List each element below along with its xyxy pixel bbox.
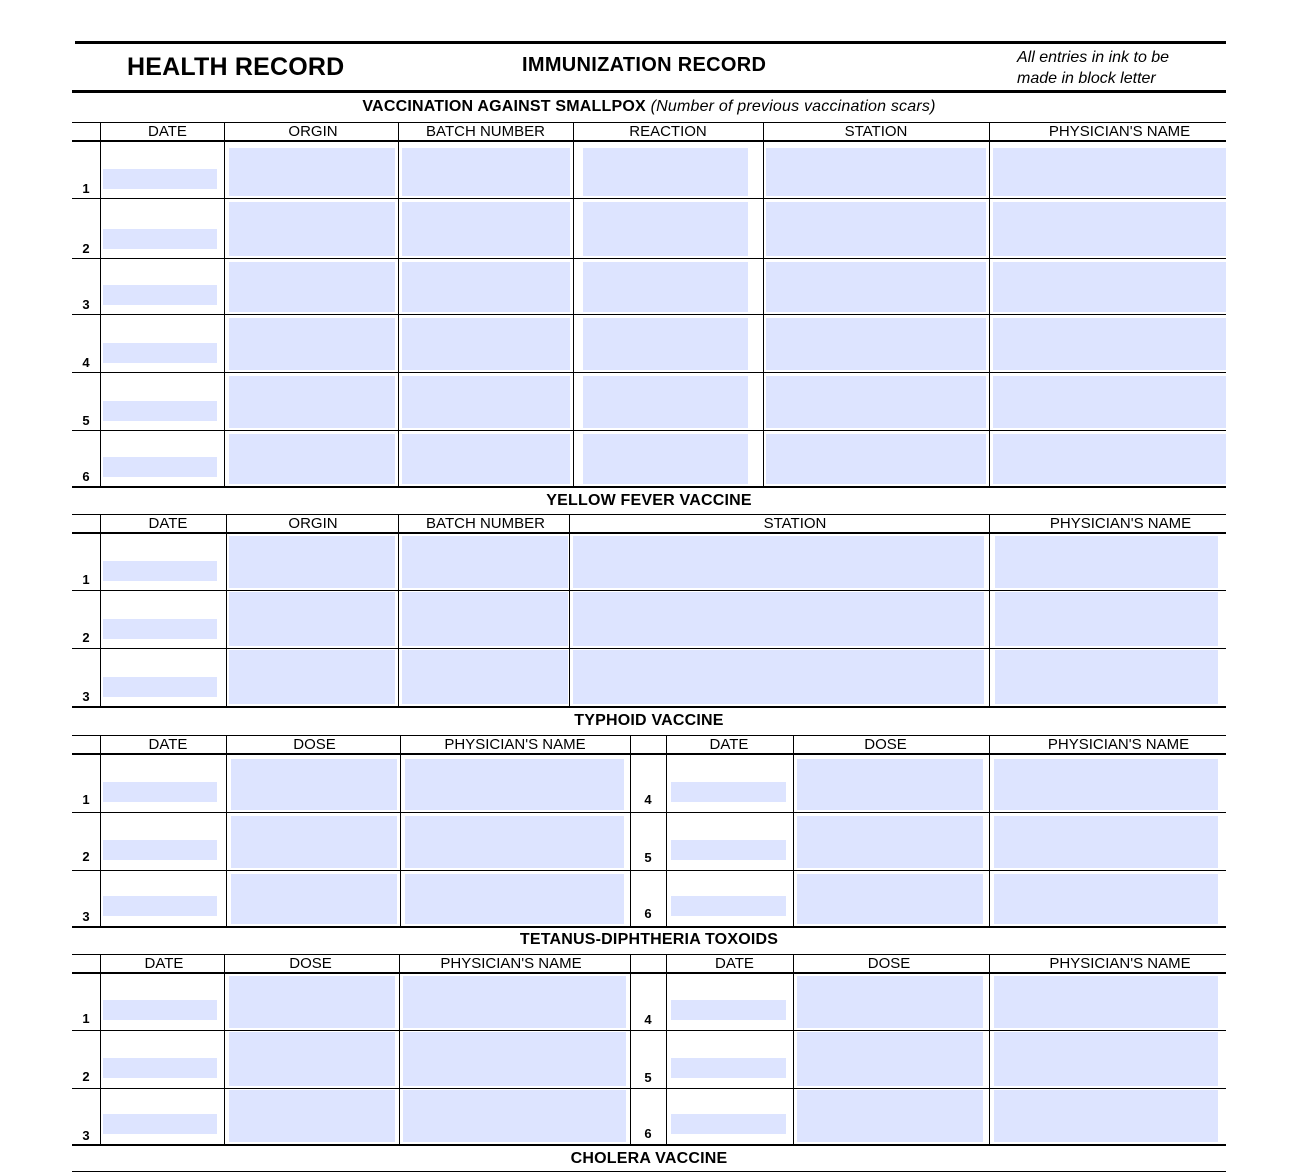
tetanus-physician-field-2[interactable] [403, 1032, 626, 1086]
typhoid-physician-field-5[interactable] [994, 816, 1218, 868]
typhoid-col-header-physician-s-name: PHYSICIAN'S NAME [444, 736, 586, 753]
note-line-2: made in block letter [1017, 70, 1156, 87]
tetanus-date-field-1[interactable] [103, 1000, 217, 1020]
typhoid-column-divider [989, 735, 990, 926]
smallpox-reaction-field-3[interactable] [583, 262, 748, 312]
form-subtitle: IMMUNIZATION RECORD [522, 54, 767, 76]
smallpox-row-number: 3 [82, 297, 90, 312]
yellow-fever-batch-number-field-2[interactable] [402, 592, 568, 646]
yellow-fever-station-field-3[interactable] [573, 650, 984, 704]
yellow_fever-row-number: 1 [82, 572, 90, 587]
typhoid-col-header-date: DATE [709, 736, 749, 753]
yellow-fever-section-title: YELLOW FEVER VACCINE [546, 492, 752, 509]
smallpox-physician-field-6[interactable] [993, 434, 1226, 484]
tetanus-date-field-4[interactable] [671, 1000, 786, 1020]
tetanus-column-divider [100, 954, 101, 1144]
tetanus-dose-field-5[interactable] [797, 1032, 983, 1086]
smallpox-orgin-field-5[interactable] [229, 376, 395, 428]
smallpox-column-divider [573, 122, 574, 486]
typhoid-column-divider [400, 735, 401, 926]
smallpox-row-rule [72, 486, 1226, 488]
yellow_fever-col-header-batch-number: BATCH NUMBER [426, 515, 545, 532]
tetanus-physician-field-1[interactable] [403, 976, 626, 1028]
typhoid-dose-field-6[interactable] [797, 874, 983, 924]
smallpox-physician-field-2[interactable] [993, 202, 1226, 256]
tetanus-physician-field-5[interactable] [994, 1032, 1218, 1086]
typhoid-row-number: 4 [644, 792, 652, 807]
typhoid-date-field-4[interactable] [671, 782, 786, 802]
smallpox-orgin-field-3[interactable] [229, 262, 395, 312]
smallpox-row-number: 4 [82, 355, 90, 370]
smallpox-batch-number-field-4[interactable] [402, 318, 570, 370]
yellow_fever-col-header-station: STATION [763, 515, 827, 532]
smallpox-date-field-3[interactable] [103, 285, 217, 305]
tetanus-row-rule [72, 1030, 1226, 1031]
yellow_fever-row-number: 3 [82, 689, 90, 704]
yellow_fever-row-rule [72, 590, 1226, 591]
typhoid-col-header-physician-s-name: PHYSICIAN'S NAME [1047, 736, 1190, 753]
smallpox-row-rule [72, 314, 1226, 315]
yellow_fever-col-header-orgin: ORGIN [288, 515, 338, 532]
typhoid-row-number: 2 [82, 849, 90, 864]
cholera-header-top-rule [72, 1171, 1226, 1172]
typhoid-row-number: 1 [82, 792, 90, 807]
typhoid-physician-field-3[interactable] [405, 874, 624, 924]
tetanus-row-number: 1 [82, 1011, 90, 1026]
note-line-1: All entries in ink to be [1017, 49, 1170, 66]
typhoid-column-divider [793, 735, 794, 926]
yellow-fever-batch-number-field-1[interactable] [402, 536, 568, 588]
tetanus-column-divider [666, 954, 667, 1144]
typhoid-date-field-3[interactable] [103, 896, 217, 916]
tetanus-row-number: 3 [82, 1128, 90, 1143]
typhoid-column-divider [100, 735, 101, 926]
header-bottom-rule [72, 90, 1226, 93]
smallpox-reaction-field-2[interactable] [583, 202, 748, 256]
tetanus-column-divider [630, 954, 631, 1144]
smallpox-batch-number-field-6[interactable] [402, 434, 570, 484]
tetanus-col-header-dose: DOSE [289, 955, 332, 972]
typhoid-row-rule [72, 812, 1226, 813]
yellow-fever-orgin-field-1[interactable] [229, 536, 395, 588]
tetanus-dose-field-4[interactable] [797, 976, 983, 1028]
page-title: HEALTH RECORD [127, 53, 345, 81]
yellow-fever-physician-field-1[interactable] [995, 536, 1218, 588]
tetanus-row-rule [72, 1088, 1226, 1089]
tetanus-physician-field-4[interactable] [994, 976, 1218, 1028]
typhoid-physician-field-4[interactable] [994, 759, 1218, 810]
yellow-fever-date-field-2[interactable] [103, 619, 217, 639]
smallpox-batch-number-field-2[interactable] [402, 202, 570, 256]
smallpox-station-field-1[interactable] [766, 148, 986, 196]
smallpox-physician-field-5[interactable] [993, 376, 1226, 428]
smallpox-station-field-6[interactable] [766, 434, 986, 484]
typhoid-date-field-6[interactable] [671, 896, 786, 916]
tetanus-dose-field-1[interactable] [229, 976, 395, 1028]
smallpox-column-divider [989, 122, 990, 486]
tetanus-physician-field-6[interactable] [994, 1090, 1218, 1142]
yellow-fever-orgin-field-3[interactable] [229, 650, 395, 704]
yellow_fever-column-divider [989, 514, 990, 706]
typhoid-dose-field-5[interactable] [797, 816, 983, 868]
smallpox-col-header-station: STATION [844, 123, 908, 140]
smallpox-date-field-6[interactable] [103, 457, 217, 477]
smallpox-date-field-2[interactable] [103, 229, 217, 249]
smallpox-batch-number-field-1[interactable] [402, 148, 570, 196]
smallpox-batch-number-field-5[interactable] [402, 376, 570, 428]
tetanus-date-field-2[interactable] [103, 1058, 217, 1078]
tetanus-row-number: 2 [82, 1069, 90, 1084]
typhoid-date-field-5[interactable] [671, 840, 786, 860]
yellow-fever-station-field-1[interactable] [573, 536, 984, 588]
yellow_fever-column-divider [569, 514, 570, 706]
tetanus-column-divider [224, 954, 225, 1144]
yellow-fever-physician-field-2[interactable] [995, 592, 1218, 646]
tetanus-section-title: TETANUS-DIPHTHERIA TOXOIDS [519, 931, 779, 948]
typhoid-dose-field-4[interactable] [797, 759, 983, 810]
typhoid-col-header-dose: DOSE [293, 736, 336, 753]
typhoid-dose-field-3[interactable] [231, 874, 397, 924]
smallpox-col-header-batch-number: BATCH NUMBER [426, 123, 545, 140]
smallpox-physician-field-3[interactable] [993, 262, 1226, 312]
smallpox-station-field-2[interactable] [766, 202, 986, 256]
yellow-fever-date-field-1[interactable] [103, 561, 217, 581]
typhoid-section-title: TYPHOID VACCINE [574, 712, 724, 729]
smallpox-date-field-1[interactable] [103, 169, 217, 189]
smallpox-physician-field-1[interactable] [993, 148, 1226, 196]
tetanus-date-field-6[interactable] [671, 1114, 786, 1134]
yellow-fever-date-field-3[interactable] [103, 677, 217, 697]
smallpox-column-divider [224, 122, 225, 486]
yellow_fever-col-header-date: DATE [148, 515, 188, 532]
smallpox-physician-field-4[interactable] [993, 318, 1226, 370]
yellow_fever-column-divider [226, 514, 227, 706]
smallpox-row-rule [72, 198, 1226, 199]
smallpox-row-number: 1 [82, 181, 90, 196]
typhoid-date-field-1[interactable] [103, 782, 217, 802]
smallpox-batch-number-field-3[interactable] [402, 262, 570, 312]
yellow-fever-batch-number-field-3[interactable] [402, 650, 568, 704]
yellow_fever-col-header-physician-s-name: PHYSICIAN'S NAME [1049, 515, 1192, 532]
tetanus-col-header-physician-s-name: PHYSICIAN'S NAME [1049, 955, 1191, 972]
typhoid-row-number: 5 [644, 850, 652, 865]
smallpox-orgin-field-6[interactable] [229, 434, 395, 484]
typhoid-col-header-date: DATE [148, 736, 188, 753]
smallpox-column-divider [763, 122, 764, 486]
typhoid-row-number: 3 [82, 909, 90, 924]
typhoid-row-rule [72, 926, 1226, 928]
tetanus-row-number: 4 [644, 1012, 652, 1027]
tetanus-col-header-physician-s-name: PHYSICIAN'S NAME [440, 955, 582, 972]
tetanus-row-rule [72, 1144, 1226, 1146]
tetanus-dose-field-3[interactable] [229, 1090, 395, 1142]
smallpox-date-field-5[interactable] [103, 401, 217, 421]
tetanus-date-field-5[interactable] [671, 1058, 786, 1078]
smallpox-column-divider [398, 122, 399, 486]
typhoid-column-divider [630, 735, 631, 926]
tetanus-col-header-date: DATE [715, 955, 754, 972]
tetanus-column-divider [399, 954, 400, 1144]
typhoid-col-header-dose: DOSE [864, 736, 907, 753]
smallpox-date-field-4[interactable] [103, 343, 217, 363]
typhoid-date-field-2[interactable] [103, 840, 217, 860]
smallpox-reaction-field-5[interactable] [583, 376, 748, 428]
smallpox-header-bottom-rule [72, 140, 1226, 142]
smallpox-col-header-physician-s-name: PHYSICIAN'S NAME [1048, 123, 1191, 140]
smallpox-col-header-reaction: REACTION [629, 123, 707, 140]
yellow_fever-column-divider [398, 514, 399, 706]
smallpox-row-rule [72, 372, 1226, 373]
smallpox-station-field-5[interactable] [766, 376, 986, 428]
typhoid-dose-field-2[interactable] [231, 816, 397, 868]
tetanus-dose-field-2[interactable] [229, 1032, 395, 1086]
yellow_fever-row-rule [72, 706, 1226, 708]
tetanus-col-header-date: DATE [144, 955, 184, 972]
smallpox-subtitle: (Number of previous vaccination scars) [650, 98, 936, 115]
smallpox-orgin-field-4[interactable] [229, 318, 395, 370]
typhoid-dose-field-1[interactable] [231, 759, 397, 810]
typhoid-physician-field-6[interactable] [994, 874, 1218, 924]
typhoid-column-divider [666, 735, 667, 926]
smallpox-reaction-field-4[interactable] [583, 318, 748, 370]
typhoid-physician-field-1[interactable] [405, 759, 624, 810]
yellow_fever-header-bottom-rule [72, 532, 1226, 534]
typhoid-row-number: 6 [644, 906, 652, 921]
smallpox-reaction-field-1[interactable] [583, 148, 748, 196]
tetanus-physician-field-3[interactable] [403, 1090, 626, 1142]
yellow_fever-column-divider [100, 514, 101, 706]
smallpox-row-rule [72, 258, 1226, 259]
smallpox-col-header-orgin: ORGIN [288, 123, 338, 140]
smallpox-station-field-3[interactable] [766, 262, 986, 312]
yellow_fever-row-number: 2 [82, 630, 90, 645]
smallpox-col-header-date: DATE [148, 123, 187, 140]
typhoid-header-bottom-rule [72, 753, 1226, 755]
tetanus-col-header-dose: DOSE [867, 955, 911, 972]
typhoid-physician-field-2[interactable] [405, 816, 624, 868]
smallpox-section-title [72, 98, 1226, 116]
smallpox-column-divider [100, 122, 101, 486]
smallpox-orgin-field-2[interactable] [229, 202, 395, 256]
smallpox-reaction-field-6[interactable] [583, 434, 748, 484]
smallpox-row-number: 2 [82, 241, 90, 256]
smallpox-title: VACCINATION AGAINST SMALLPOX [362, 98, 646, 115]
tetanus-column-divider [793, 954, 794, 1144]
smallpox-row-rule [72, 430, 1226, 431]
cholera-section-title: CHOLERA VACCINE [570, 1150, 728, 1167]
instructions-note [1017, 47, 1217, 89]
tetanus-row-number: 5 [644, 1070, 652, 1085]
tetanus-row-number: 6 [644, 1126, 652, 1141]
typhoid-row-rule [72, 870, 1226, 871]
yellow_fever-row-rule [72, 648, 1226, 649]
top-rule [75, 41, 1226, 44]
tetanus-column-divider [989, 954, 990, 1144]
smallpox-row-number: 6 [82, 469, 90, 484]
yellow-fever-physician-field-3[interactable] [995, 650, 1218, 704]
smallpox-station-field-4[interactable] [766, 318, 986, 370]
typhoid-column-divider [226, 735, 227, 926]
tetanus-dose-field-6[interactable] [797, 1090, 983, 1142]
yellow-fever-station-field-2[interactable] [573, 592, 984, 646]
tetanus-date-field-3[interactable] [103, 1114, 217, 1134]
yellow-fever-orgin-field-2[interactable] [229, 592, 395, 646]
tetanus-header-bottom-rule [72, 972, 1226, 974]
smallpox-row-number: 5 [82, 413, 90, 428]
smallpox-orgin-field-1[interactable] [229, 148, 395, 196]
